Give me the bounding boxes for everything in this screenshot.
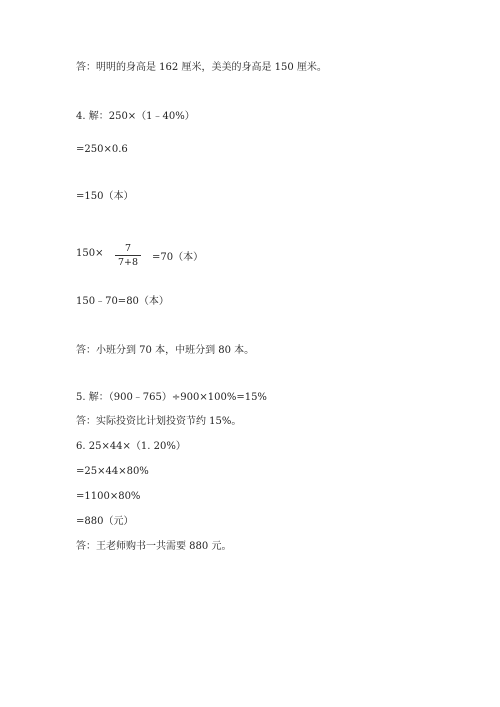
answer-total-cost: 答：王老师购书一共需要 880 元。 <box>76 541 232 552</box>
fraction-denominator: 7+8 <box>117 257 139 268</box>
answer-books: 答：小班分到 70 本，中班分到 80 本。 <box>76 345 255 356</box>
problem-4-step-2: =150（本） <box>76 191 134 202</box>
problem-6-step-1: =25×44×80% <box>76 466 149 477</box>
problem-4-step-4: 150﹣70=80（本） <box>76 296 169 307</box>
fraction-numerator: 7 <box>124 243 132 254</box>
fraction-suffix: =70（本） <box>152 252 204 263</box>
problem-6-step-2: =1100×80% <box>76 491 141 502</box>
problem-4-solution-start: 4. 解：250×（1﹣40%） <box>76 111 195 122</box>
fraction-bar <box>115 255 141 256</box>
problem-4-step-1: =250×0.6 <box>76 144 128 155</box>
answer-savings: 答：实际投资比计划投资节约 15%。 <box>76 416 242 427</box>
answer-heights: 答：明明的身高是 162 厘米，美美的身高是 150 厘米。 <box>76 62 327 73</box>
fraction <box>114 243 142 268</box>
problem-6-start: 6. 25×44×（1. 20%） <box>76 441 186 452</box>
fraction-prefix: 150× <box>76 248 104 259</box>
problem-6-step-3: =880（元） <box>76 516 134 527</box>
problem-5-solution: 5. 解：（900﹣765）÷900×100%=15% <box>76 392 267 403</box>
